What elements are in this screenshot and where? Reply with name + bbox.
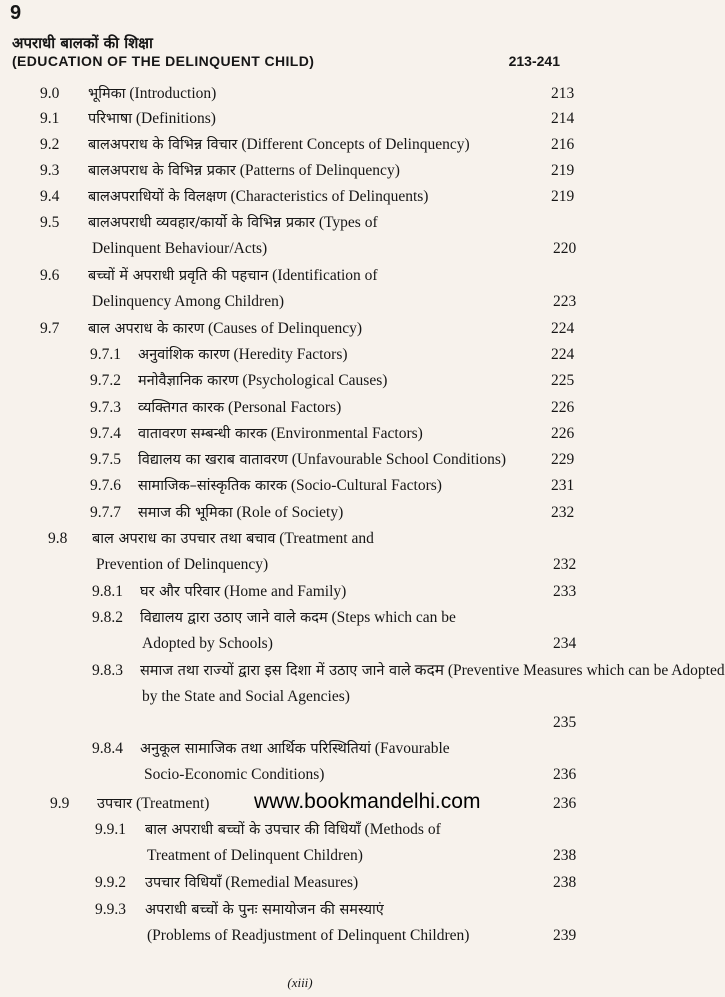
toc-entry-title-english: (Unfavourable School Conditions) bbox=[291, 451, 507, 468]
toc-entry-title[interactable] bbox=[88, 82, 216, 106]
toc-entry-title-hindi: अनुकूल सामाजिक तथा आर्थिक परिस्थितियां bbox=[140, 741, 371, 757]
toc-entry-page-number: 232 bbox=[553, 556, 577, 573]
toc-entry-number: 9.9.2 bbox=[95, 874, 126, 891]
toc-entry-page-number: 226 bbox=[551, 425, 575, 442]
toc-entry-page-number: 219 bbox=[551, 162, 575, 179]
toc-entry-page-number: 239 bbox=[553, 927, 577, 944]
toc-entry-page-number: 231 bbox=[551, 477, 575, 494]
toc-entry-title-english: कदम (Preventive Measures which can be Adopted bbox=[414, 662, 725, 679]
toc-entry-title-hindi: समाज की भूमिका bbox=[138, 505, 233, 521]
toc-entry-title-english: (Home and Family) bbox=[224, 583, 347, 600]
toc-entry-title-english: (Role of Society) bbox=[236, 504, 344, 521]
toc-entry-number: 9.6 bbox=[40, 267, 60, 284]
toc-entry-number: 9.1 bbox=[40, 110, 60, 127]
toc-entry-title[interactable] bbox=[138, 369, 387, 393]
toc-entry-title-hindi: विद्यालय द्वारा उठाए जाने वाले कदम bbox=[140, 610, 328, 626]
toc-entry-title[interactable] bbox=[88, 107, 216, 131]
toc-entry-title[interactable] bbox=[138, 448, 506, 472]
toc-entry-number: 9.0 bbox=[40, 85, 60, 102]
toc-entry-title-english: (Definitions) bbox=[135, 110, 216, 127]
toc-entry-title-hindi: भूमिका bbox=[88, 86, 126, 102]
toc-entry-number: 9.7.6 bbox=[90, 477, 121, 494]
toc-entry-title-continued: Delinquent Behaviour/Acts) bbox=[92, 240, 268, 257]
toc-entry-title-hindi: बालअपराध के विभिन्न प्रकार bbox=[88, 163, 236, 179]
toc-entry-title-hindi: बालअपराधी व्यवहार/कार्यो के विभिन्न प्रकार bbox=[88, 215, 315, 231]
toc-entry-title[interactable] bbox=[140, 606, 456, 630]
toc-entry-number: 9.9 bbox=[50, 795, 70, 812]
toc-entry-page-number: 232 bbox=[551, 504, 575, 521]
chapter-page-range: 213-241 bbox=[508, 53, 560, 69]
toc-entry-page-number: 236 bbox=[553, 795, 577, 812]
toc-entry-title[interactable] bbox=[140, 580, 346, 604]
toc-entry-title-hindi: मनोवैज्ञानिक कारण bbox=[138, 373, 239, 389]
toc-entry-title[interactable] bbox=[145, 898, 384, 922]
toc-entry-page-number: 223 bbox=[553, 293, 577, 310]
toc-entry-number: 9.7.2 bbox=[90, 372, 121, 389]
toc-entry-number: 9.9.1 bbox=[95, 821, 126, 838]
toc-entry-number: 9.2 bbox=[40, 136, 60, 153]
toc-entry-title-hindi: अनुवांशिक कारण bbox=[138, 347, 230, 363]
toc-entry-number: 9.7.4 bbox=[90, 425, 121, 442]
toc-entry-title-english: (Socio-Cultural Factors) bbox=[290, 477, 442, 494]
toc-entry-title-hindi: परिभाषा bbox=[88, 111, 133, 127]
toc-entry-title-continued: Prevention of Delinquency) bbox=[96, 556, 269, 573]
toc-entry-title[interactable] bbox=[92, 527, 374, 551]
toc-entry-title[interactable] bbox=[138, 343, 348, 367]
toc-entry-title[interactable] bbox=[145, 871, 358, 895]
toc-entry-title-hindi: उपचार विधियाँ bbox=[145, 875, 222, 891]
toc-entry-title[interactable] bbox=[140, 659, 725, 683]
toc-entry-title-hindi: सामाजिक–सांस्कृतिक कारक bbox=[138, 478, 287, 494]
toc-entry-number: 9.4 bbox=[40, 188, 60, 205]
toc-entry-page-number: 226 bbox=[551, 399, 575, 416]
toc-entry-title-english: (Patterns of Delinquency) bbox=[239, 162, 400, 179]
toc-entry-page-number: 214 bbox=[551, 110, 575, 127]
toc-entry-title-continued: (Problems of Readjustment of Delinquent Children) bbox=[147, 927, 470, 944]
toc-entry-page-number: 224 bbox=[551, 320, 575, 337]
toc-entry-number: 9.8.3 bbox=[92, 662, 123, 679]
chapter-title-hindi: अपराधी बालकों की शिक्षा bbox=[12, 34, 153, 52]
toc-entry-title-english: (Steps which can be bbox=[331, 609, 456, 626]
toc-entry-title[interactable] bbox=[138, 474, 442, 498]
toc-entry-number: 9.7.5 bbox=[90, 451, 121, 468]
toc-entry-title-english: (Heredity Factors) bbox=[233, 346, 348, 363]
toc-entry-title-english: (Causes of Delinquency) bbox=[207, 320, 363, 337]
chapter-title-english: (EDUCATION OF THE DELINQUENT CHILD) bbox=[12, 53, 315, 69]
toc-entry-title-english: (Methods of bbox=[364, 821, 441, 838]
toc-entry-title-english: (Personal Factors) bbox=[228, 399, 342, 416]
toc-entry-title-hindi: बच्चों में अपराधी प्रवृति की पहचान bbox=[88, 268, 269, 284]
toc-entry-page-number: 229 bbox=[551, 451, 575, 468]
toc-entry-title-english: (Treatment and bbox=[279, 530, 374, 547]
toc-entry-title-hindi: घर और परिवार bbox=[140, 584, 221, 600]
toc-entry-title-hindi: व्यक्तिगत कारक bbox=[138, 400, 225, 416]
toc-entry-title[interactable] bbox=[145, 818, 441, 842]
toc-entry-title-english: (Different Concepts of Delinquency) bbox=[241, 136, 470, 153]
toc-entry-page-number: 234 bbox=[553, 635, 577, 652]
toc-entry-title-hindi: समाज तथा राज्यों द्वारा इस दिशा में उठाए जाने वाले bbox=[140, 663, 411, 679]
toc-entry-title-hindi: बाल अपराधी बच्चों के उपचार की विधियाँ bbox=[145, 822, 361, 838]
page-number-footer: (xiii) bbox=[287, 975, 313, 990]
toc-entry-title[interactable] bbox=[88, 317, 362, 341]
toc-entry-page-number: 238 bbox=[553, 874, 577, 891]
toc-entry-title-hindi: वातावरण सम्बन्धी कारक bbox=[138, 426, 267, 442]
toc-entry-title[interactable] bbox=[97, 792, 209, 816]
toc-entry-number: 9.7.1 bbox=[90, 346, 121, 363]
toc-entry-page-number: 236 bbox=[553, 766, 577, 783]
toc-entry-page-number: 235 bbox=[553, 714, 577, 731]
toc-entry-number: 9.7.3 bbox=[90, 399, 121, 416]
watermark-url: www.bookmandelhi.com bbox=[254, 790, 481, 813]
toc-entry-title[interactable] bbox=[88, 211, 378, 235]
toc-entry-title[interactable] bbox=[138, 396, 341, 420]
toc-entry-title-english: (Introduction) bbox=[129, 85, 217, 102]
toc-entry-page-number: 233 bbox=[553, 583, 577, 600]
toc-entry-title[interactable] bbox=[88, 133, 470, 157]
toc-entry-title-hindi: बाल अपराध के कारण bbox=[88, 321, 205, 337]
toc-entry-title-hindi: विद्यालय का खराब वातावरण bbox=[138, 452, 288, 468]
toc-entry-title-hindi: अपराधी बच्चों के पुनः समायोजन की समस्याएं bbox=[145, 902, 384, 918]
toc-entry-number: 9.8 bbox=[48, 530, 68, 547]
toc-entry-title-hindi: बालअपराध के विभिन्न विचार bbox=[88, 137, 238, 153]
chapter-number: 9 bbox=[10, 2, 22, 24]
toc-entry-title[interactable] bbox=[138, 422, 423, 446]
toc-entry-page-number: 220 bbox=[553, 240, 577, 257]
toc-entry-title-english: (Identification of bbox=[272, 267, 378, 284]
toc-entry-title-english: (Characteristics of Delinquents) bbox=[230, 188, 429, 205]
toc-entry-page-number: 219 bbox=[551, 188, 575, 205]
toc-entry-title-continued: by the State and Social Agencies) bbox=[142, 688, 350, 705]
toc-entry-title[interactable] bbox=[140, 737, 450, 761]
toc-entry-number: 9.8.1 bbox=[92, 583, 123, 600]
toc-entry-title[interactable] bbox=[88, 185, 428, 209]
toc-entry-title-continued: Socio-Economic Conditions) bbox=[144, 766, 325, 783]
toc-entry-title-hindi: बालअपराधियों के विलक्षण bbox=[88, 189, 227, 205]
toc-entry-title-english: (Environmental Factors) bbox=[270, 425, 423, 442]
toc-entry-title-hindi: उपचार bbox=[97, 796, 133, 812]
toc-entry-title-english: (Favourable bbox=[374, 740, 450, 757]
toc-entry-number: 9.7 bbox=[40, 320, 60, 337]
toc-entry-page-number: 225 bbox=[551, 372, 575, 389]
toc-entry-title-continued: Treatment of Delinquent Children) bbox=[147, 847, 363, 864]
toc-entry-number: 9.8.2 bbox=[92, 609, 123, 626]
toc-entry-title-english: (Treatment) bbox=[135, 795, 210, 812]
toc-entry-page-number: 238 bbox=[553, 847, 577, 864]
toc-entry-number: 9.9.3 bbox=[95, 901, 126, 918]
toc-entry-title-english: (Types of bbox=[318, 214, 378, 231]
toc-entry-page-number: 216 bbox=[551, 136, 575, 153]
toc-entry-number: 9.8.4 bbox=[92, 740, 123, 757]
toc-entry-title[interactable] bbox=[138, 501, 343, 525]
toc-entry-title[interactable] bbox=[88, 159, 400, 183]
toc-entry-title-hindi: बाल अपराध का उपचार तथा बचाव bbox=[92, 531, 276, 547]
toc-entry-title[interactable] bbox=[88, 264, 378, 288]
toc-entry-title-continued: Delinquency Among Children) bbox=[92, 293, 284, 310]
toc-entry-number: 9.7.7 bbox=[90, 504, 121, 521]
toc-entry-page-number: 224 bbox=[551, 346, 575, 363]
toc-entry-title-continued: Adopted by Schools) bbox=[142, 635, 273, 652]
toc-entry-number: 9.3 bbox=[40, 162, 60, 179]
toc-entry-title-english: (Remedial Measures) bbox=[225, 874, 359, 891]
toc-entry-number: 9.5 bbox=[40, 214, 60, 231]
toc-entry-page-number: 213 bbox=[551, 85, 575, 102]
toc-entry-title-english: (Psychological Causes) bbox=[242, 372, 388, 389]
